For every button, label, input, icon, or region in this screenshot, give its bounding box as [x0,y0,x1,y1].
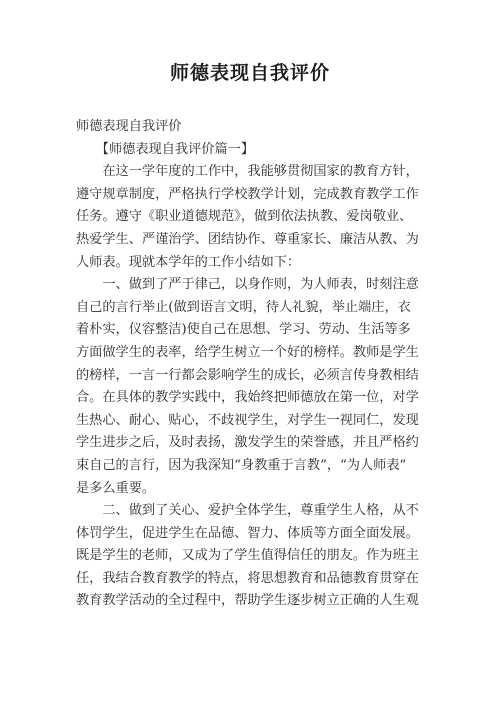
text-line: 合。在具体的教学实践中，我始终把师德放在第一位，对学 [76,390,419,406]
text-line: 遵守规章制度，严格执行学校教学计划，完成教育教学工作 [76,186,419,202]
text-line: 自己的言行举止(做到语言文明，待人礼貌，举止端庄，衣 [76,299,411,315]
text-line: 师德表现自我评价 [76,119,182,134]
text-line: 生热心、耐心、贴心，不歧视学生，对学生一视同仁，发现 [76,412,419,428]
text-line: 体罚学生，促进学生在品德、智力、体质等方面全面发展。 [76,525,419,541]
text-line: 人师表。现就本学年的工作小结如下： [76,254,301,270]
text-line: 教育教学活动的全过程中，帮助学生逐步树立正确的人生观 [76,593,419,609]
text-line: 是多么重要。 [76,480,156,496]
text-line: 一、做到了严于律己，以身作则，为人师表，时刻注意 [76,277,419,293]
text-line: 既是学生的老师，又成为了学生值得信任的朋友。作为班主 [76,548,419,564]
text-line: 束自己的言行，因为我深知“身教重于言教”，“为人师表” [76,457,407,473]
text-line: 热爱学生、严谨治学、团结协作、尊重家长、廉洁从教、为 [76,231,419,247]
text-line: 方面做学生的表率，给学生树立一个好的榜样。教师是学生 [76,344,419,360]
text-line: 在这一学年度的工作中，我能够贯彻国家的教育方针， [76,164,419,180]
text-line: 学生进步之后，及时表扬，激发学生的荣誉感，并且严格约 [76,435,419,451]
text-line: 的榜样，一言一行都会影响学生的成长，必须言传身教相结 [76,367,419,383]
document-title: 师德表现自我评价 [169,62,330,84]
document-body [76,116,436,613]
text-line: 二、做到了关心、爱护全体学生，尊重学生人格，从不 [76,503,419,519]
text-line: 【师德表现自我评价篇一】 [76,141,255,157]
text-line: 着朴实，仪容整洁)使自己在思想、学习、劳动、生活等多 [76,322,411,338]
text-line: 任，我结合教育教学的特点，将思想教育和品德教育贯穿在 [76,570,419,586]
text-line: 任务。遵守《职业道德规范》，做到依法执教、爱岗敬业、 [76,209,413,225]
